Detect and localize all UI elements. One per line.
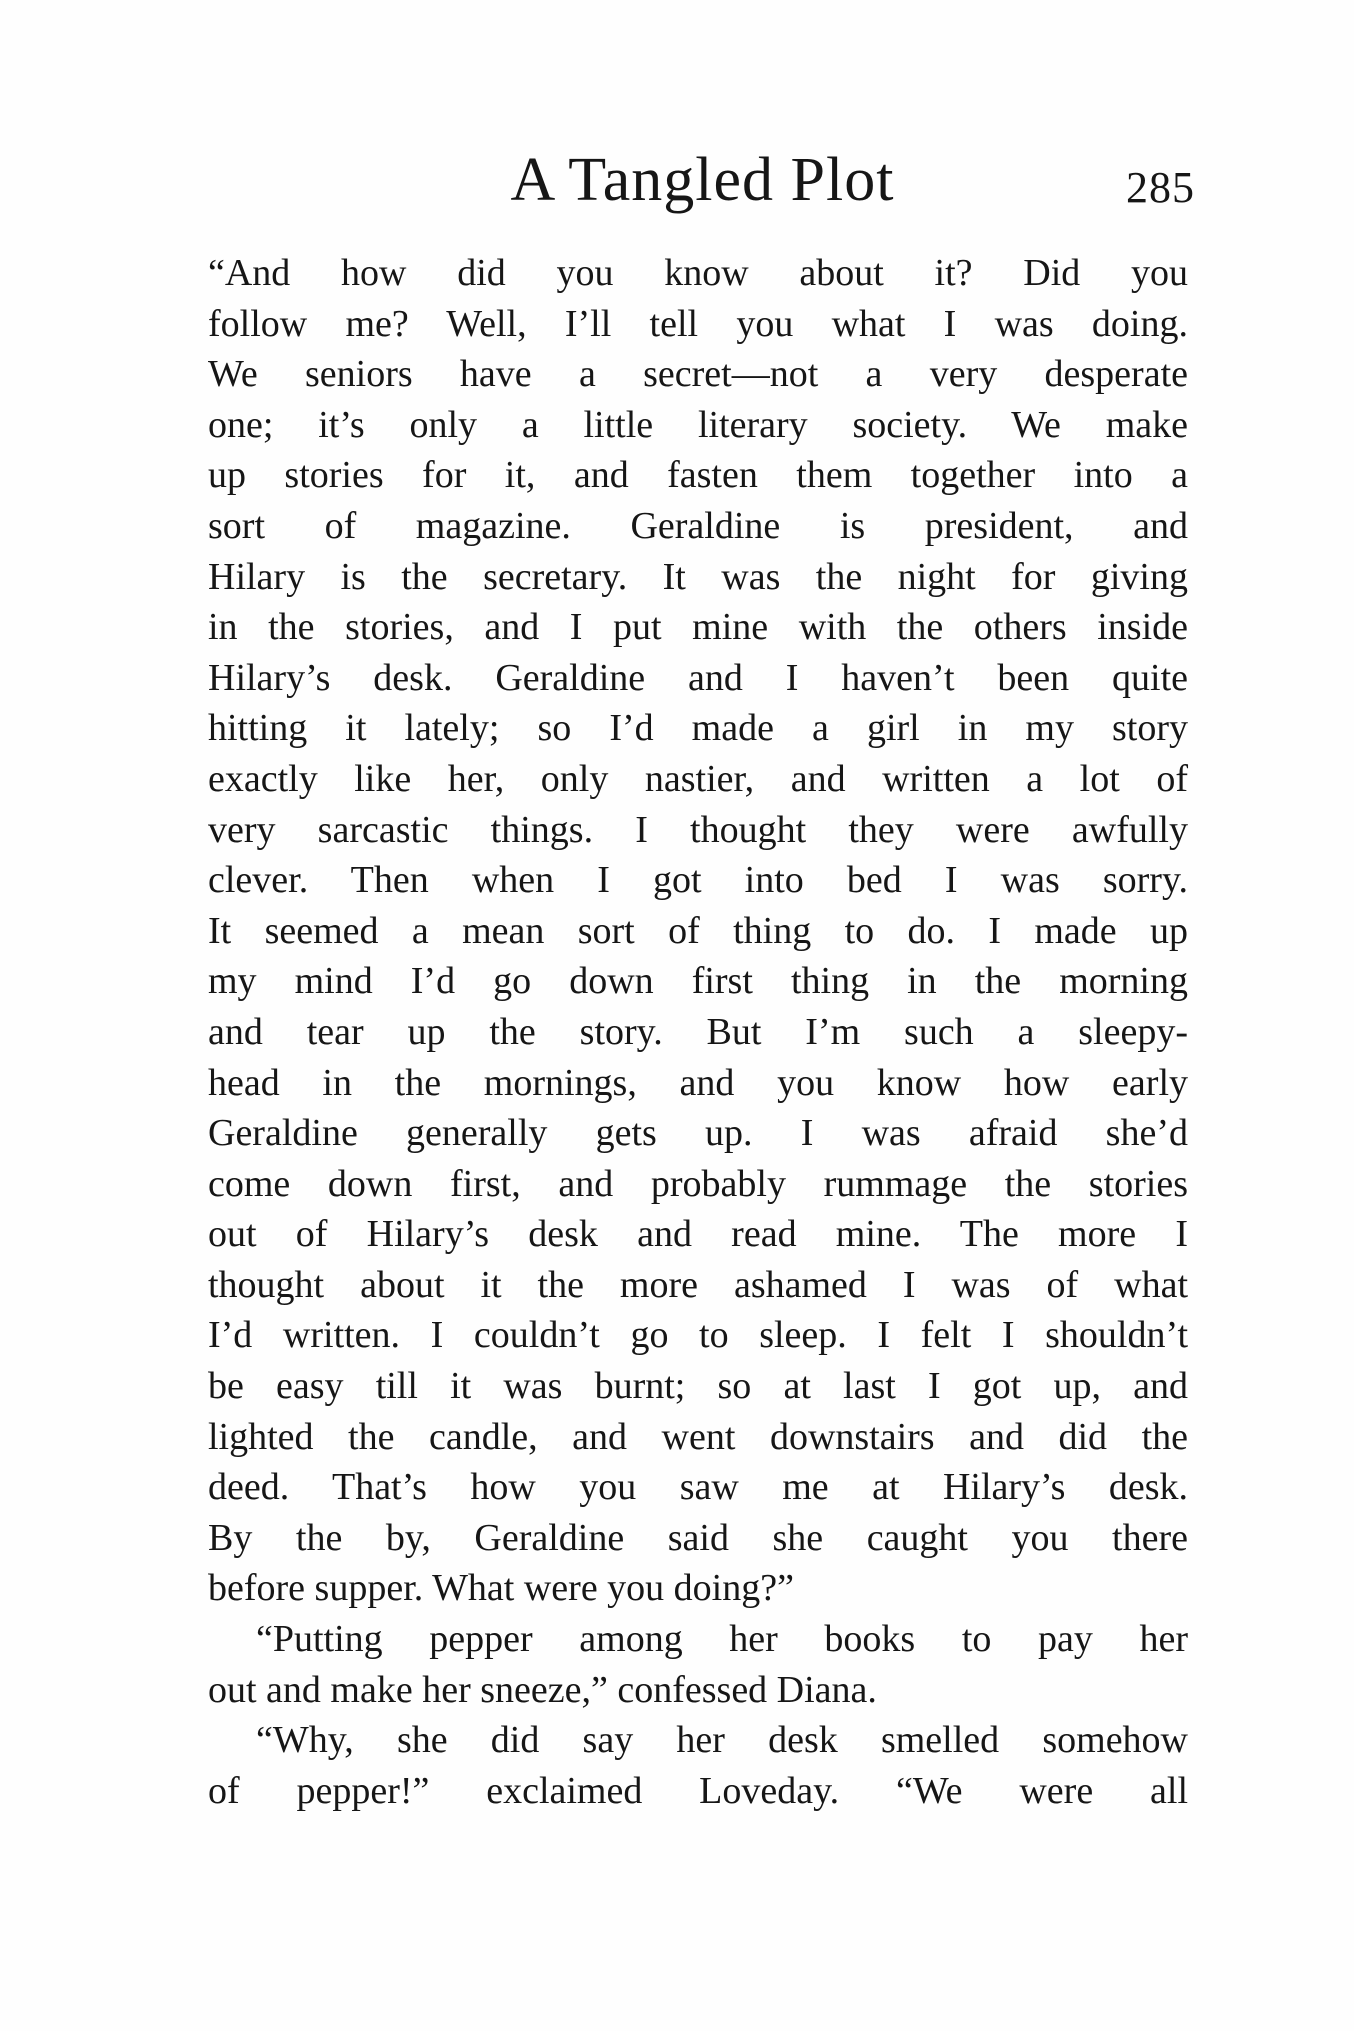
text-line: I’d written. I couldn’t go to sleep. I felt I shouldn’t <box>208 1314 1188 1357</box>
text-line: It seemed a mean sort of thing to do. I made up <box>208 909 1188 952</box>
text-line: By the by, Geraldine said she caught you there <box>208 1516 1188 1559</box>
text-line: Geraldine generally gets up. I was afraid she’d <box>208 1112 1188 1155</box>
text-line: Hilary is the secretary. It was the night for giving <box>208 555 1188 598</box>
text-line: be easy till it was burnt; so at last I got up, and <box>208 1365 1188 1408</box>
text-line: of pepper!” exclaimed Loveday. “We were all <box>208 1769 1188 1812</box>
text-line: clever. Then when I got into bed I was sorry. <box>208 859 1188 902</box>
text-line: Hilary’s desk. Geraldine and I haven’t been quite <box>208 656 1188 699</box>
text-line: follow me? Well, I’ll tell you what I was doing. <box>208 302 1188 345</box>
text-line: up stories for it, and fasten them together into a <box>208 454 1188 497</box>
text-line: my mind I’d go down first thing in the morning <box>208 960 1188 1003</box>
text-line: head in the mornings, and you know how early <box>208 1061 1188 1104</box>
text-line: “And how did you know about it? Did you <box>208 252 1188 294</box>
text-line: out of Hilary’s desk and read mine. The more I <box>208 1213 1188 1256</box>
text-line: thought about it the more ashamed I was of what <box>208 1263 1188 1306</box>
text-line: lighted the candle, and went downstairs and did the <box>208 1415 1188 1458</box>
text-line: out and make her sneeze,” confessed Diana. <box>208 1668 877 1711</box>
text-line: in the stories, and I put mine with the others inside <box>208 606 1188 649</box>
text-line: exactly like her, only nastier, and written a lot of <box>208 757 1188 800</box>
page-number: 285 <box>1126 163 1195 212</box>
text-line: hitting it lately; so I’d made a girl in my story <box>208 707 1188 750</box>
text-line: and tear up the story. But I’m such a sleepy- <box>208 1010 1188 1053</box>
text-line: before supper. What were you doing?” <box>208 1567 794 1610</box>
running-title: A Tangled Plot <box>510 146 895 214</box>
text-line: “Why, she did say her desk smelled somehow <box>256 1719 1188 1762</box>
body-text <box>208 248 1188 1816</box>
page-header <box>210 140 1195 220</box>
text-line: sort of magazine. Geraldine is president, and <box>208 504 1188 547</box>
text-line: “Putting pepper among her books to pay her <box>256 1618 1188 1661</box>
text-line: one; it’s only a little literary society. We make <box>208 403 1188 446</box>
text-line: deed. That’s how you saw me at Hilary’s desk. <box>208 1466 1188 1509</box>
text-line: very sarcastic things. I thought they were awfully <box>208 808 1188 851</box>
text-line: We seniors have a secret—not a very desperate <box>208 353 1188 396</box>
text-line: come down first, and probably rummage the stories <box>208 1162 1188 1205</box>
